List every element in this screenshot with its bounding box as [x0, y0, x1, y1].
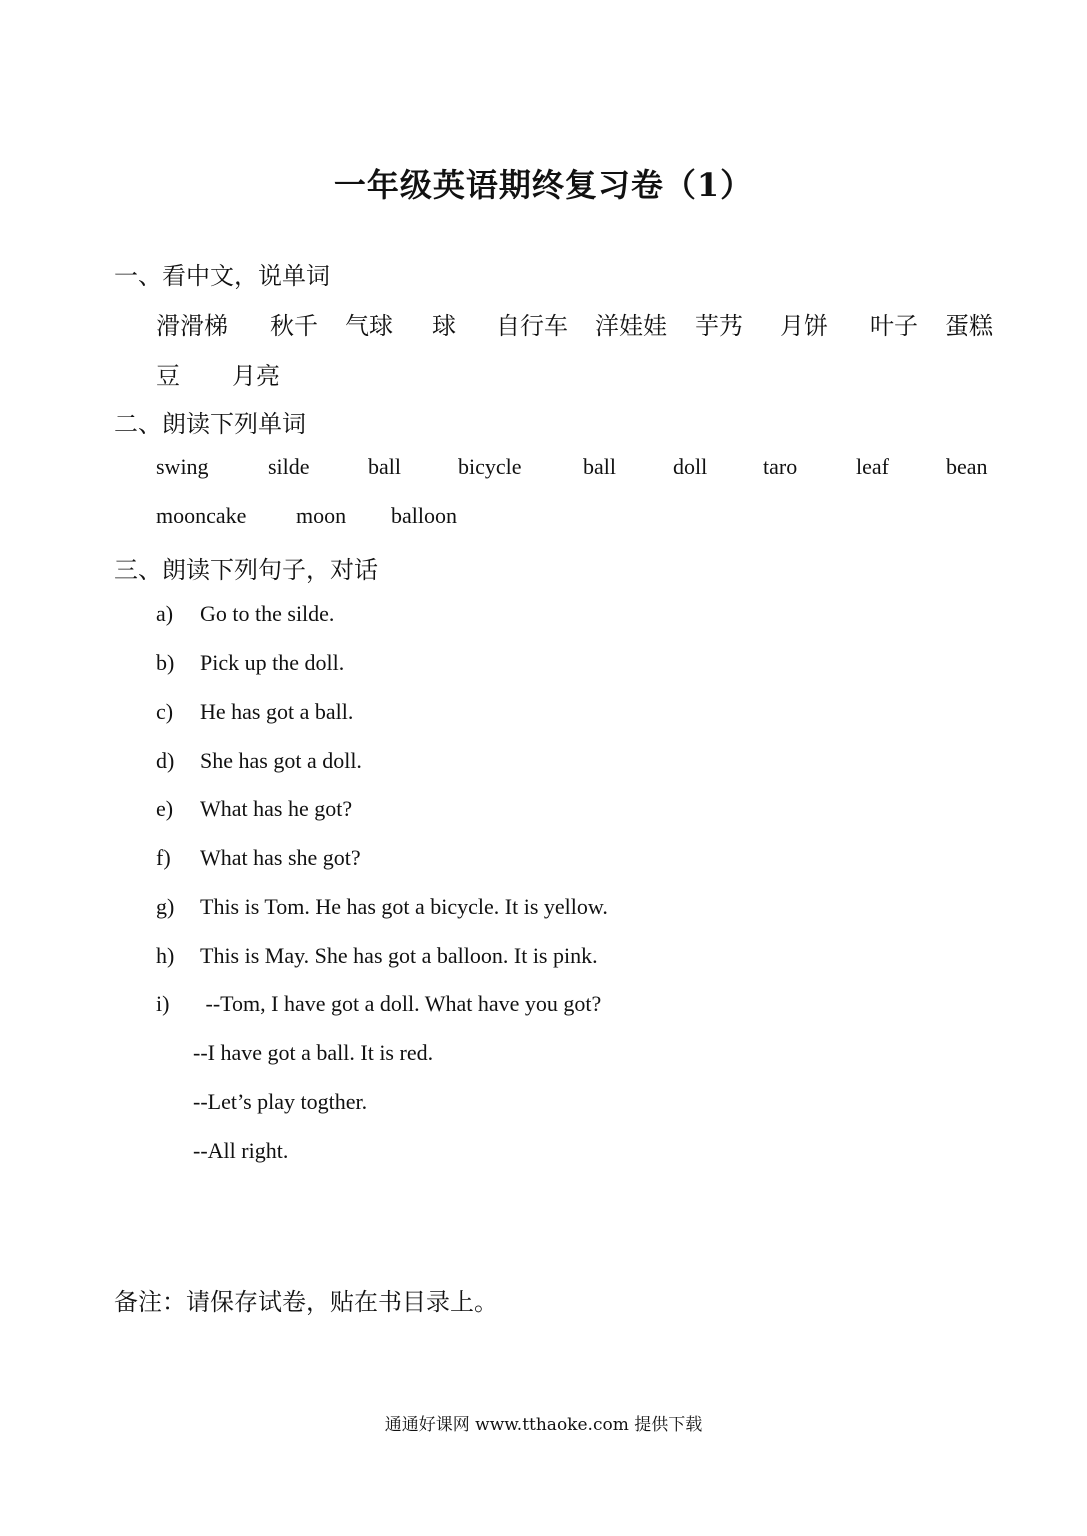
word-cn: 芋艿: [695, 312, 743, 340]
footer: 通通好课网 www.tthaoke.com 提供下载: [384, 1415, 703, 1435]
word-cn: 球: [432, 312, 456, 340]
word-cn: 豆: [156, 362, 180, 390]
dialog-line: --Let’s play togther.: [193, 1089, 368, 1114]
word-cn: 秋千: [270, 312, 318, 340]
word-en: mooncake: [156, 503, 247, 528]
sentence-item: [156, 943, 598, 969]
sentence-item: [156, 601, 334, 627]
word-cn: 蛋糕: [945, 312, 993, 340]
dialog-line: --I have got a ball. It is red.: [193, 1040, 434, 1065]
document-title: 一年级英语期终复习卷（1）: [333, 166, 754, 204]
word-en: taro: [763, 454, 798, 479]
word-en: silde: [268, 454, 310, 479]
note: 备注：请保存试卷，贴在书目录上。: [114, 1288, 498, 1316]
item-text: What has he got?: [200, 796, 353, 821]
word-en: balloon: [391, 503, 457, 528]
sentence-item: [156, 894, 608, 920]
item-label: e): [156, 796, 174, 821]
word-en: bicycle: [458, 454, 522, 479]
section2-row2: [156, 503, 556, 533]
item-label: i): [156, 991, 170, 1016]
item-label: f): [156, 845, 171, 870]
item-label: g): [156, 894, 175, 919]
item-label: d): [156, 748, 175, 773]
item-text: Go to the silde.: [200, 601, 335, 626]
word-en: swing: [156, 454, 209, 479]
sentence-item: [156, 991, 601, 1017]
dialog-line: --All right.: [193, 1138, 289, 1163]
word-cn: 叶子: [870, 312, 918, 340]
item-text: This is Tom. He has got a bicycle. It is yellow.: [200, 894, 608, 919]
word-cn: 滑滑梯: [156, 312, 228, 340]
item-label: a): [156, 601, 174, 626]
section2-row1: [156, 454, 1036, 484]
word-en: ball: [368, 454, 401, 479]
word-cn: 自行车: [496, 312, 568, 340]
item-text: He has got a ball.: [200, 699, 354, 724]
sentence-item: [156, 796, 352, 822]
word-en: leaf: [856, 454, 889, 479]
word-en: moon: [296, 503, 347, 528]
word-cn: 月亮: [232, 362, 280, 390]
sentence-item: [156, 650, 344, 676]
item-text: This is May. She has got a balloon. It is pink.: [200, 943, 598, 968]
item-text: Pick up the doll.: [200, 650, 345, 675]
sentence-item: [156, 748, 362, 774]
item-label: c): [156, 699, 174, 724]
word-cn: 洋娃娃: [595, 312, 667, 340]
sentence-item: [156, 845, 361, 871]
word-cn: 月饼: [780, 312, 828, 340]
item-text: What has she got?: [200, 845, 361, 870]
sentence-item: [156, 699, 353, 725]
word-en: doll: [673, 454, 708, 479]
section1-heading: 一、看中文，说单词: [114, 262, 330, 290]
section1-row2: [156, 356, 456, 390]
word-en: ball: [583, 454, 616, 479]
word-cn: 气球: [345, 312, 393, 340]
word-en: bean: [946, 454, 988, 479]
section1-row1: [156, 306, 1036, 340]
item-text: She has got a doll.: [200, 748, 362, 773]
item-text: --Tom, I have got a doll. What have you got?: [200, 991, 602, 1016]
section3-heading: 三、朗读下列句子，对话: [114, 556, 378, 584]
section2-heading: 二、朗读下列单词: [114, 410, 306, 438]
item-label: h): [156, 943, 175, 968]
item-label: b): [156, 650, 175, 675]
